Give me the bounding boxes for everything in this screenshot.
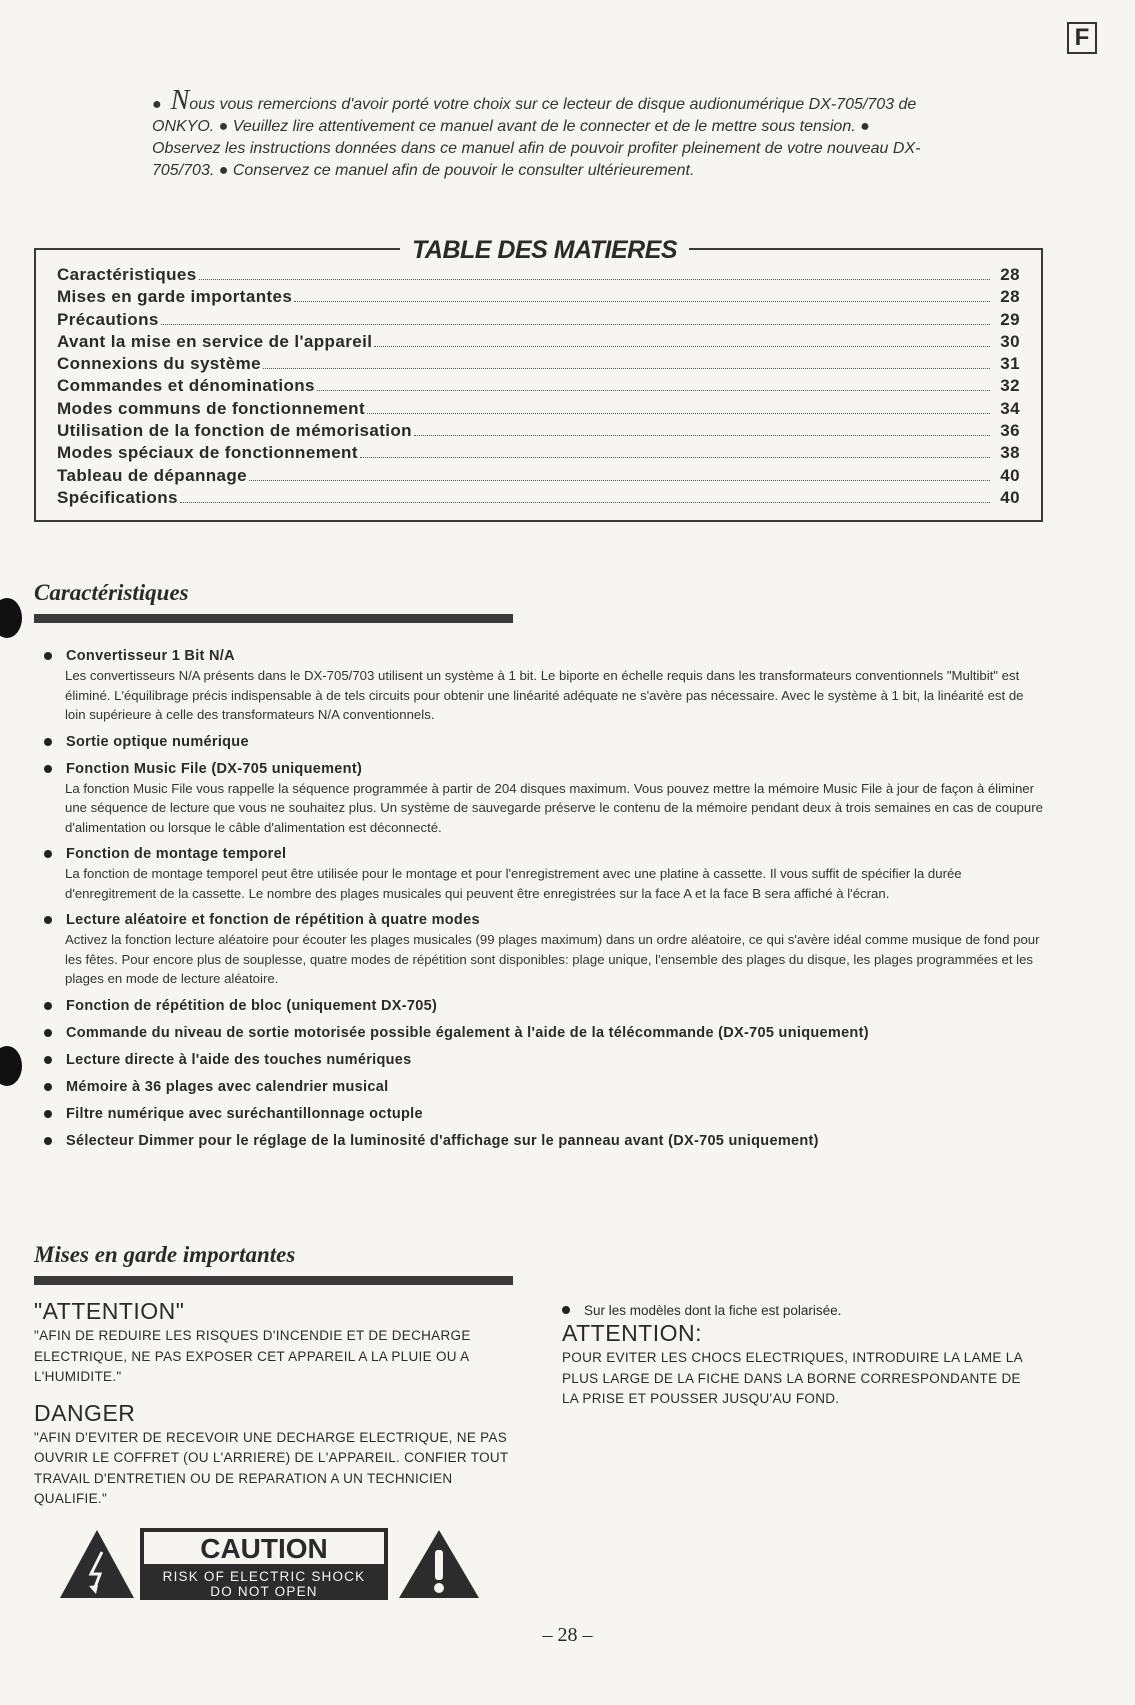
toc-entry-label: Connexions du système: [57, 354, 261, 374]
feature-heading-text: Fonction de répétition de bloc (uniquement DX-705): [66, 997, 438, 1014]
toc-entry: [57, 265, 1020, 287]
bullet-icon: [44, 1029, 52, 1037]
bullet-icon: [44, 1137, 52, 1145]
toc-entry-page: 31: [1000, 354, 1020, 374]
toc-entry-page: 34: [1000, 398, 1020, 418]
feature-heading: [44, 1104, 1044, 1124]
toc-title: TABLE DES MATIERES: [400, 236, 689, 265]
section-title-warnings: Mises en garde importantes: [34, 1242, 296, 1267]
toc-entry-page: 32: [1000, 376, 1020, 396]
feature-item: [44, 1023, 1044, 1043]
toc-leader-dots: [360, 457, 990, 458]
toc-leader-dots: [374, 346, 990, 347]
bullet-icon: [44, 1056, 52, 1064]
feature-item: [44, 910, 1044, 989]
toc-entry: [57, 399, 1020, 421]
toc-entry: [57, 376, 1020, 398]
feature-heading-text: Commande du niveau de sortie motorisée possible également à l'aide de la télécommande (DX-705 uniquement): [66, 1024, 869, 1041]
warnings-left-column: [34, 1298, 524, 1510]
toc-entry: [57, 443, 1020, 465]
feature-heading-text: Fonction Music File (DX-705 uniquement): [66, 760, 363, 777]
toc-entry: [57, 310, 1020, 332]
feature-description: La fonction de montage temporel peut être utilisée pour le montage et pour l'enregistrement avec une platine à cassette. Il vous suffit de spécifier la durée d'enregitrement de la cassette. Le nombre des plages musicales qui peuvent être enregistrées sur la face A et la face B sera affiché à l'écran.: [65, 866, 962, 901]
toc-entry: [57, 421, 1020, 443]
toc-entry-page: 40: [1000, 465, 1020, 485]
toc-entry-page: 28: [1000, 287, 1020, 307]
feature-description: Activez la fonction lecture aléatoire pour écouter les plages musicales (99 plages maximum) dans un ordre aléatoire, ce qui s'avère idéal comme musique de fond pour les fêtes. Pour encore plus de souplesse, quatre modes de répétition sont disponibles: plage unique, l'ensemble des plages du disque, les plages programmées et les plages en mode de lecture aléatoire.: [65, 932, 1040, 986]
toc-leader-dots: [414, 435, 990, 436]
toc-entry-label: Tableau de dépannage: [57, 465, 248, 485]
toc-leader-dots: [294, 301, 990, 302]
toc-leader-dots: [263, 368, 990, 369]
danger-text: "AFIN D'EVITER DE RECEVOIR UNE DECHARGE ELECTRIQUE, NE PAS OUVRIR LE COFFRET (OU L'ARRIERE) DE L'APPAREIL. CONFIER TOUT TRAVAIL D'ENTRETIEN OU DE REPARATION A UN TECHNICIEN QUALIFIE.": [34, 1429, 509, 1506]
toc-entry-label: Avant la mise en service de l'appareil: [57, 331, 373, 351]
bullet-icon: [44, 765, 52, 773]
intro-dropcap: N: [170, 85, 190, 116]
feature-heading-text: Convertisseur 1 Bit N/A: [66, 648, 235, 664]
bullet-icon: [44, 850, 52, 858]
feature-item: [44, 646, 1044, 725]
feature-heading: [44, 759, 1044, 779]
toc-leader-dots: [249, 480, 990, 481]
feature-heading: [44, 1131, 1044, 1151]
feature-heading: [44, 646, 1044, 666]
bullet-icon: [44, 1083, 52, 1091]
attention2-text: POUR EVITER LES CHOCS ELECTRIQUES, INTRODUIRE LA LAME LA PLUS LARGE DE LA FICHE DANS LA BORNE CORRESPONDANTE DE LA PRISE ET POUSSER JUSQU'AU FOND.: [562, 1350, 1023, 1406]
language-marker: F: [1067, 22, 1097, 54]
toc-entry-label: Spécifications: [57, 487, 178, 507]
page-number: – 28 –: [542, 1624, 593, 1646]
toc-entry: [57, 466, 1020, 488]
polarized-note-text: Sur les modèles dont la fiche est polarisée.: [584, 1302, 842, 1318]
feature-heading-text: Fonction de montage temporel: [66, 846, 287, 862]
caution-line-1: RISK OF ELECTRIC SHOCK: [162, 1569, 366, 1584]
toc-entry-label: Modes communs de fonctionnement: [57, 398, 366, 418]
caution-subtext: [140, 1569, 388, 1599]
danger-heading: DANGER: [34, 1399, 136, 1426]
caution-title: CAUTION: [143, 1531, 385, 1565]
electric-shock-warning-icon: [58, 1528, 136, 1600]
toc-entry-page: 28: [1000, 265, 1020, 284]
bullet-icon: [44, 652, 52, 660]
section-underline: [34, 1276, 513, 1285]
toc-entry-label: Commandes et dénominations: [57, 376, 315, 396]
toc-leader-dots: [161, 324, 990, 325]
toc-leader-dots: [317, 390, 990, 391]
toc-list: [57, 265, 1020, 510]
feature-heading-text: Mémoire à 36 plages avec calendrier musical: [66, 1078, 389, 1095]
bullet-icon: [562, 1306, 570, 1314]
feature-item: [44, 844, 1044, 903]
feature-item: [44, 1104, 1044, 1124]
features-list: [44, 646, 1044, 1158]
toc-entry-page: 36: [1000, 421, 1020, 441]
margin-punch-mark: [0, 1046, 22, 1086]
feature-item: [44, 1077, 1044, 1097]
feature-item: [44, 1050, 1044, 1070]
toc-entry-label: Précautions: [57, 309, 159, 329]
margin-punch-mark: [0, 598, 22, 638]
feature-heading: [44, 910, 1044, 930]
feature-item: [44, 759, 1044, 838]
toc-entry-label: Utilisation de la fonction de mémorisation: [57, 421, 412, 441]
toc-entry-page: 38: [1000, 443, 1020, 463]
attention-heading: "ATTENTION": [34, 1298, 185, 1324]
feature-heading: [44, 844, 1044, 864]
toc-entry: [57, 332, 1020, 354]
attention2-heading: ATTENTION:: [562, 1320, 703, 1346]
feature-description: La fonction Music File vous rappelle la séquence programmée à partir de 204 disques maximum. Vous pouvez mettre la mémoire Music File à jour de façon à éliminer une séquence de lecture que vous ne souhaitez plus. Un système de sauvegarde préserve le contenu de la mémoire pendant deux à trois semaines en cas de coupure d'alimentation ou lorsque le câble d'alimentation est déconnecté.: [65, 780, 1043, 835]
toc-entry-page: 29: [1000, 309, 1020, 329]
intro-text: ous vous remercions d'avoir porté votre choix sur ce lecteur de disque audionumérique DX-705/703 de ONKYO. ● Veuillez lire attentivement ce manuel avant de le connecter et de le mettre sous tension. ● Observez les instructions données dans ce manuel afin de pouvoir profiter pleinement de votre nouveau DX-705/703. ● Conservez ce manuel afin de pouvoir le consulter ultérieurement.: [152, 96, 921, 179]
feature-heading-text: Sortie optique numérique: [66, 733, 249, 750]
feature-item: [44, 1131, 1044, 1151]
feature-heading-text: Filtre numérique avec suréchantillonnage octuple: [66, 1105, 423, 1122]
caution-label: [140, 1528, 388, 1600]
toc-entry-label: Mises en garde importantes: [57, 287, 293, 307]
feature-heading: [44, 1077, 1044, 1097]
section-underline: [34, 614, 513, 623]
feature-heading: [44, 1050, 1044, 1070]
toc-entry: [57, 287, 1020, 309]
caution-line-2: DO NOT OPEN: [210, 1584, 318, 1599]
feature-description: Les convertisseurs N/A présents dans le DX-705/703 utilisent un système à 1 bit. Le biporte en échelle requis dans les transformateurs conventionnels "Multibit" est éliminé. L'équilibrage précis indispensable à de tels circuits pour obtenir une linéarité adéquate ne s'avère pas nécessaire. Avec le système à 1 bit, la linéarité est de loin supérieure à celle des transformateurs N/A conventionnels.: [65, 668, 1024, 722]
feature-heading: [44, 996, 1044, 1016]
toc-entry: [57, 354, 1020, 376]
feature-heading: [44, 732, 1044, 752]
toc-entry-label: Modes spéciaux de fonctionnement: [57, 443, 358, 463]
warnings-right-column: [562, 1300, 1042, 1410]
bullet-icon: [44, 916, 52, 924]
attention-text: "AFIN DE REDUIRE LES RISQUES D'INCENDIE ET DE DECHARGE ELECTRIQUE, NE PAS EXPOSER CET APPAREIL A LA PLUIE OU A L'HUMIDITE.": [34, 1328, 471, 1384]
toc-leader-dots: [199, 279, 990, 280]
toc-leader-dots: [180, 502, 990, 503]
bullet-icon: [44, 1110, 52, 1118]
exclamation-warning-icon: [397, 1528, 481, 1600]
feature-heading-text: Sélecteur Dimmer pour le réglage de la luminosité d'affichage sur le panneau avant (DX-705 uniquement): [66, 1132, 819, 1149]
toc-entry-page: 30: [1000, 331, 1020, 351]
feature-heading-text: Lecture aléatoire et fonction de répétition à quatre modes: [66, 912, 480, 928]
intro-paragraph: [152, 85, 942, 182]
feature-item: [44, 996, 1044, 1016]
bullet-icon: [44, 1002, 52, 1010]
bullet-icon: ●: [152, 96, 171, 113]
feature-item: [44, 732, 1044, 752]
feature-heading-text: Lecture directe à l'aide des touches numériques: [66, 1051, 412, 1068]
section-title-features: Caractéristiques: [34, 580, 189, 605]
toc-entry: [57, 488, 1020, 510]
toc-entry-label: Caractéristiques: [57, 265, 197, 284]
feature-heading: [44, 1023, 1044, 1043]
polarized-note: [562, 1300, 1042, 1320]
toc-leader-dots: [367, 413, 990, 414]
bullet-icon: [44, 738, 52, 746]
toc-entry-page: 40: [1000, 487, 1020, 507]
